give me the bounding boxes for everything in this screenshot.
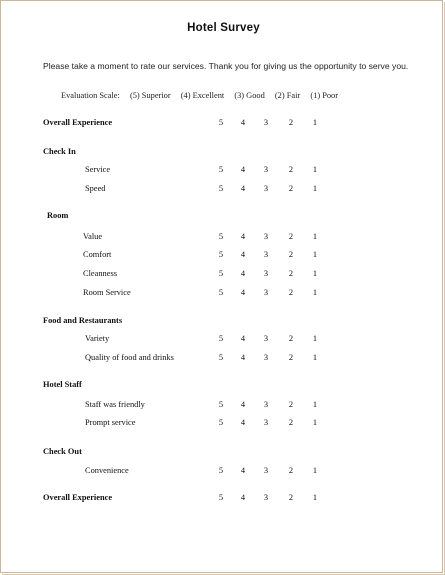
rating-option-2[interactable]: 2 xyxy=(288,232,294,241)
rating-option-3[interactable]: 3 xyxy=(263,232,269,241)
item-label: Value xyxy=(83,232,103,241)
rating-option-4[interactable]: 4 xyxy=(240,184,246,193)
section-label: Hotel Staff xyxy=(43,380,82,389)
rating-option-1[interactable]: 1 xyxy=(312,353,318,362)
rating-option-2[interactable]: 2 xyxy=(288,493,294,502)
rating-option-4[interactable]: 4 xyxy=(240,493,246,502)
rating-option-5[interactable]: 5 xyxy=(218,232,224,241)
rating-option-4[interactable]: 4 xyxy=(240,232,246,241)
survey-item xyxy=(1,231,445,243)
scale-level-5: (5) Superior xyxy=(129,91,171,100)
section-label: Check Out xyxy=(43,447,82,456)
item-label: Staff was friendly xyxy=(85,400,145,409)
rating-option-3[interactable]: 3 xyxy=(263,466,269,475)
scale-level-4: (4) Excellent xyxy=(180,91,225,100)
rating-option-1[interactable]: 1 xyxy=(312,232,318,241)
section-label: Food and Restaurants xyxy=(43,316,123,325)
rating-option-4[interactable]: 4 xyxy=(240,418,246,427)
scale-level-2: (2) Fair xyxy=(274,91,301,100)
rating-option-2[interactable]: 2 xyxy=(288,353,294,362)
rating-option-2[interactable]: 2 xyxy=(288,400,294,409)
rating-option-1[interactable]: 1 xyxy=(312,466,318,475)
section-label: Room xyxy=(47,211,69,220)
rating-option-4[interactable]: 4 xyxy=(240,250,246,259)
survey-item xyxy=(1,268,445,280)
section-header xyxy=(1,146,445,158)
evaluation-scale xyxy=(61,91,346,100)
rating-option-4[interactable]: 4 xyxy=(240,334,246,343)
item-label: Speed xyxy=(85,184,106,193)
rating-option-2[interactable]: 2 xyxy=(288,118,294,127)
rating-option-4[interactable]: 4 xyxy=(240,165,246,174)
rating-option-1[interactable]: 1 xyxy=(312,165,318,174)
rating-option-3[interactable]: 3 xyxy=(263,250,269,259)
rating-option-4[interactable]: 4 xyxy=(240,269,246,278)
rating-option-2[interactable]: 2 xyxy=(288,165,294,174)
page-title: Hotel Survey xyxy=(187,22,260,34)
rating-option-3[interactable]: 3 xyxy=(263,400,269,409)
rating-option-3[interactable]: 3 xyxy=(263,269,269,278)
rating-option-3[interactable]: 3 xyxy=(263,184,269,193)
section-label: Overall Experience xyxy=(43,118,113,127)
rating-option-3[interactable]: 3 xyxy=(263,418,269,427)
rating-option-2[interactable]: 2 xyxy=(288,466,294,475)
rating-option-4[interactable]: 4 xyxy=(240,288,246,297)
rating-option-5[interactable]: 5 xyxy=(218,400,224,409)
rating-option-5[interactable]: 5 xyxy=(218,269,224,278)
section-header xyxy=(1,210,445,222)
rating-option-1[interactable]: 1 xyxy=(312,184,318,193)
rating-option-3[interactable]: 3 xyxy=(263,334,269,343)
scale-level-1: (1) Poor xyxy=(310,91,339,100)
item-label: Service xyxy=(85,165,111,174)
rating-option-3[interactable]: 3 xyxy=(263,353,269,362)
intro-text: Please take a moment to rate our services. Thank you for giving us the opportunity to serve you. xyxy=(43,61,409,71)
item-label: Cleanness xyxy=(83,269,117,278)
rating-option-1[interactable]: 1 xyxy=(312,334,318,343)
survey-item xyxy=(1,333,445,345)
rating-option-2[interactable]: 2 xyxy=(288,288,294,297)
survey-item xyxy=(1,417,445,429)
scale-level-3: (3) Good xyxy=(234,91,265,100)
section-header xyxy=(1,446,445,458)
item-label: Room Service xyxy=(83,288,131,297)
rating-option-4[interactable]: 4 xyxy=(240,118,246,127)
rating-option-3[interactable]: 3 xyxy=(263,118,269,127)
survey-item xyxy=(1,399,445,411)
rating-option-1[interactable]: 1 xyxy=(312,400,318,409)
rating-option-2[interactable]: 2 xyxy=(288,418,294,427)
rating-option-5[interactable]: 5 xyxy=(218,165,224,174)
rating-option-5[interactable]: 5 xyxy=(218,288,224,297)
rating-option-1[interactable]: 1 xyxy=(312,118,318,127)
rating-option-2[interactable]: 2 xyxy=(288,269,294,278)
rating-option-5[interactable]: 5 xyxy=(218,334,224,343)
survey-item xyxy=(1,164,445,176)
rating-option-5[interactable]: 5 xyxy=(218,353,224,362)
rating-option-1[interactable]: 1 xyxy=(312,418,318,427)
rating-option-5[interactable]: 5 xyxy=(218,118,224,127)
rating-option-4[interactable]: 4 xyxy=(240,400,246,409)
item-label: Comfort xyxy=(83,250,112,259)
rating-option-5[interactable]: 5 xyxy=(218,466,224,475)
rating-option-1[interactable]: 1 xyxy=(312,250,318,259)
rating-option-1[interactable]: 1 xyxy=(312,493,318,502)
rating-option-3[interactable]: 3 xyxy=(263,288,269,297)
survey-item xyxy=(1,352,445,364)
rating-option-5[interactable]: 5 xyxy=(218,184,224,193)
survey-item xyxy=(1,249,445,261)
section-header xyxy=(1,315,445,327)
rating-option-3[interactable]: 3 xyxy=(263,165,269,174)
item-label: Convenience xyxy=(85,466,129,475)
rating-option-5[interactable]: 5 xyxy=(218,418,224,427)
item-label: Prompt service xyxy=(85,418,136,427)
rating-option-4[interactable]: 4 xyxy=(240,466,246,475)
rating-option-2[interactable]: 2 xyxy=(288,184,294,193)
rating-option-4[interactable]: 4 xyxy=(240,353,246,362)
rating-option-5[interactable]: 5 xyxy=(218,493,224,502)
section-label: Check In xyxy=(43,147,76,156)
survey-item xyxy=(1,183,445,195)
section-header xyxy=(1,117,445,129)
survey-item xyxy=(1,465,445,477)
scale-label: Evaluation Scale: xyxy=(61,91,120,100)
rating-option-2[interactable]: 2 xyxy=(288,250,294,259)
rating-option-1[interactable]: 1 xyxy=(312,288,318,297)
rating-option-5[interactable]: 5 xyxy=(218,250,224,259)
section-header xyxy=(1,379,445,391)
item-label: Quality of food and drinks xyxy=(85,353,174,362)
item-label: Variety xyxy=(85,334,110,343)
rating-option-3[interactable]: 3 xyxy=(263,493,269,502)
survey-item xyxy=(1,287,445,299)
rating-option-1[interactable]: 1 xyxy=(312,269,318,278)
section-label: Overall Experience xyxy=(43,493,113,502)
rating-option-2[interactable]: 2 xyxy=(288,334,294,343)
section-header xyxy=(1,492,445,504)
